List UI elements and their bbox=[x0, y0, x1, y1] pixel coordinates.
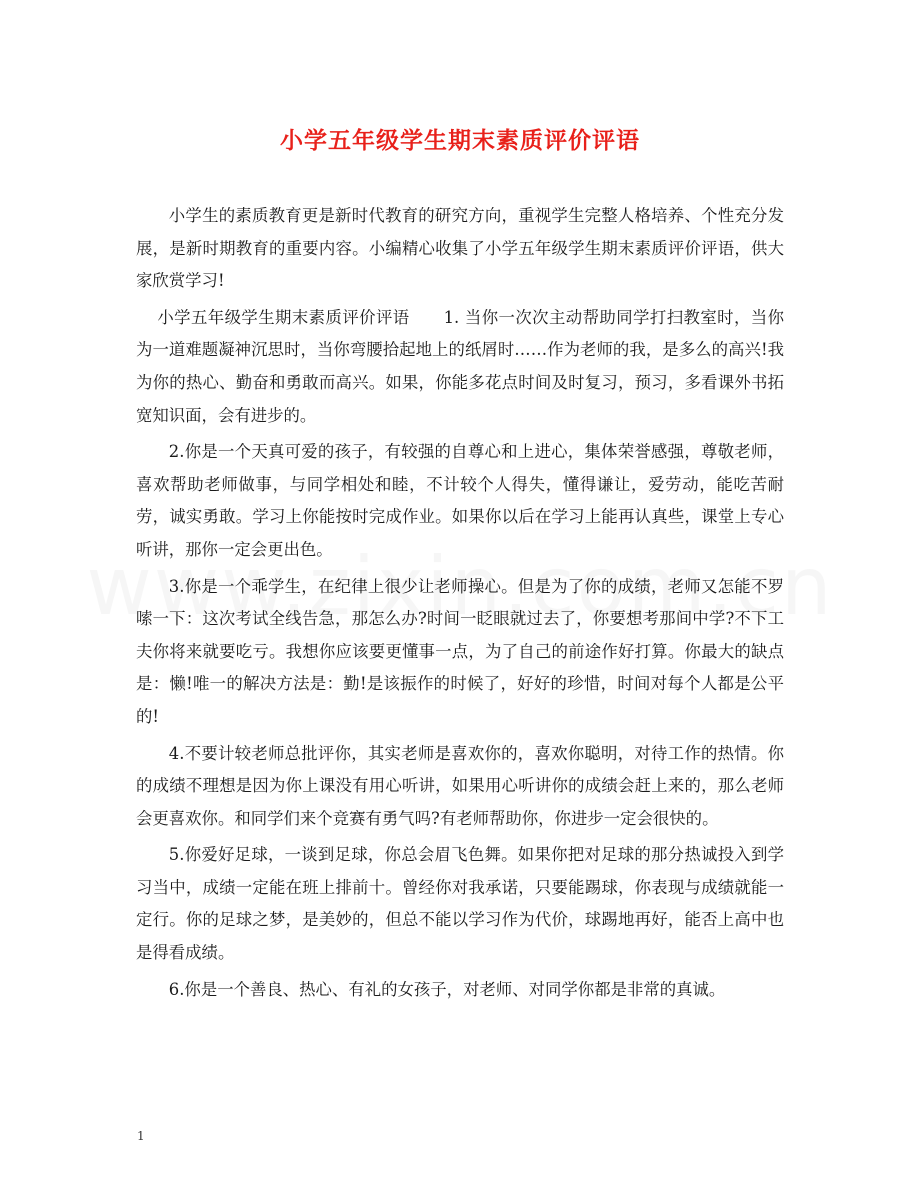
paragraph-item-3: 3.你是一个乖学生，在纪律上很少让老师操心。但是为了你的成绩，老师又怎能不罗嗦一下：这次考试全线告急，那怎么办?时间一眨眼就过去了，你要想考那间中学?不下工夫你将来就要吃亏。我想你应该要更懂事一点，为了自己的前途作好打算。你最大的缺点是：懒!唯一的解决方法是：勤!是该振作的时候了，好好的珍惜，时间对每个人都是公平的! bbox=[136, 576, 784, 726]
paragraph-item-5: 5.你爱好足球，一谈到足球，你总会眉飞色舞。如果你把对足球的那分热诚投入到学习当中，成绩一定能在班上排前十。曾经你对我承诺，只要能踢球，你表现与成绩就能一定行。你的足球之梦，是美妙的，但总不能以学习作为代价，球踢地再好，能否上高中也是得看成绩。 bbox=[136, 845, 784, 963]
document-body bbox=[136, 200, 784, 1010]
intro-paragraph: 小学生的素质教育更是新时代教育的研究方向，重视学生完整人格培养、个性充分发展，是新时期教育的重要内容。小编精心收集了小学五年级学生期末素质评价评语，供大家欣赏学习! bbox=[136, 206, 784, 291]
document-title: 小学五年级学生期末素质评价评语 bbox=[280, 127, 640, 154]
paragraph-item-2: 2.你是一个天真可爱的孩子，有较强的自尊心和上进心，集体荣誉感强，尊敬老师，喜欢帮助老师做事，与同学相处和睦，不计较个人得失，懂得谦让，爱劳动，能吃苦耐劳，诚实勇敢。学习上你能按时完成作业。如果你以后在学习上能再认真些，课堂上专心听讲，那你一定会更出色。 bbox=[136, 442, 784, 559]
page-number: 1 bbox=[137, 1129, 145, 1143]
paragraph-item-6: 6.你是一个善良、热心、有礼的女孩子，对老师、对同学你都是非常的真诚。 bbox=[168, 979, 726, 999]
section-heading: 小学五年级学生期末素质评价评语 bbox=[157, 307, 410, 327]
item-1-text: 1. 当你一次次主动帮助同学打扫教室时，当你为一道难题凝神沉思时，当你弯腰拾起地上的纸屑时……作为老师的我，是多么的高兴!我为你的热心、勤奋和勇敢而高兴。如果，你能多花点时间及时复习，预习，多看课外书拓宽知识面，会有进步的。 bbox=[136, 307, 784, 425]
paragraph-item-1 bbox=[136, 302, 784, 432]
paragraph-item-4: 4.不要计较老师总批评你，其实老师是喜欢你的，喜欢你聪明，对待工作的热情。你的成绩不理想是因为你上课没有用心听讲，如果用心听讲你的成绩会赶上来的，那么老师会更喜欢你。和同学们来个竞赛有勇气吗?有老师帮助你，你进步一定会很快的。 bbox=[136, 743, 784, 828]
